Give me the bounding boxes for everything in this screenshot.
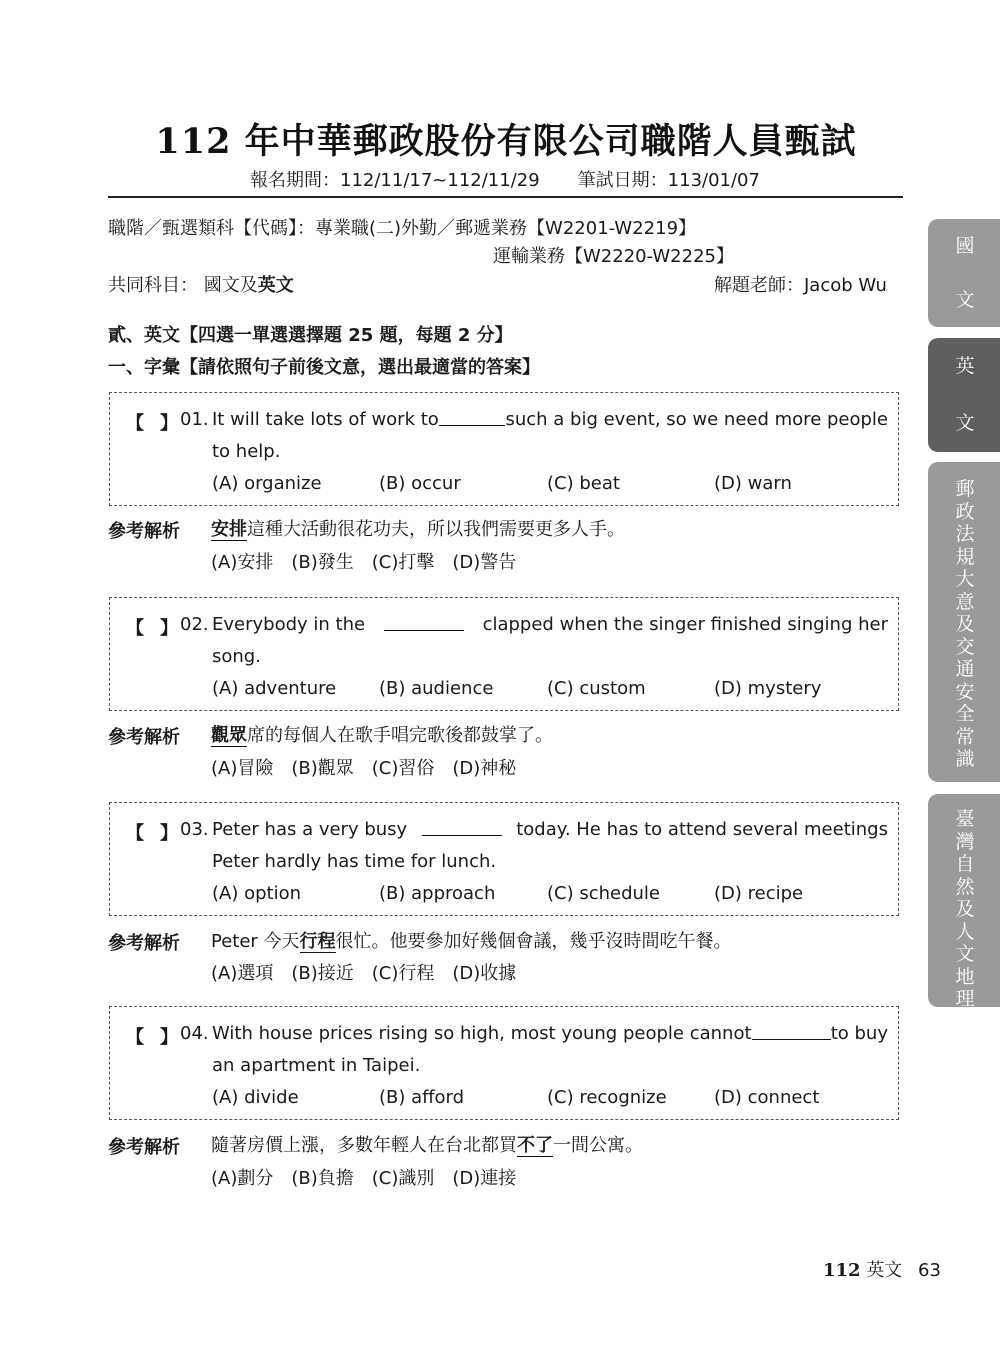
analysis-label: 參考解析 (108, 933, 180, 954)
question-box-03 (109, 802, 899, 916)
choice-d: (D)收據 (452, 963, 517, 984)
analysis-label: 參考解析 (108, 727, 180, 748)
question-number: 03. (180, 819, 209, 840)
option-d: (D) recipe (714, 883, 804, 904)
side-tab-char: 及 (955, 613, 975, 635)
choice-b: (B)負擔 (291, 1168, 354, 1189)
side-tab-char: 常 (955, 725, 975, 748)
header-divider (108, 196, 903, 198)
page-number: 63 (918, 1260, 941, 1281)
exam-dates (250, 166, 760, 192)
option-a: (A) divide (212, 1087, 299, 1108)
question-stem-line-1 (212, 1023, 888, 1044)
analysis-post: 這種大活動很花功夫，所以我們需要更多人手。 (247, 519, 625, 540)
choice-b: (B)觀眾 (291, 758, 354, 779)
question-box-01 (109, 392, 899, 506)
side-tab-char: 灣 (955, 830, 975, 853)
choice-c: (C)識別 (371, 1168, 435, 1189)
side-tab-postal-law[interactable] (928, 462, 1000, 782)
option-c: (C) custom (547, 678, 646, 699)
analysis-key: 安排 (211, 519, 247, 540)
footer-subject: 英文 (866, 1260, 903, 1281)
side-tab-char: 臺 (955, 808, 975, 830)
analysis-key: 不了 (517, 1135, 553, 1156)
side-tab-char: 文 (955, 288, 975, 311)
side-tab-char: 文 (955, 412, 975, 435)
analysis-label: 參考解析 (108, 1137, 180, 1158)
choice-a: (A)選項 (211, 963, 274, 984)
analysis-key: 觀眾 (211, 725, 247, 746)
choice-a: (A)劃分 (211, 1168, 274, 1189)
side-tab-char: 安 (955, 680, 975, 703)
question-number: 04. (180, 1023, 209, 1044)
stem-part-1: Peter has a very busy (212, 819, 408, 840)
option-b: (B) audience (379, 678, 494, 699)
stem-part-2: such a big event, so we need more people (505, 409, 888, 430)
section-heading: 貳、英文【四選一單選選擇題 25 題，每題 2 分】 (108, 325, 513, 346)
page-footer (823, 1256, 941, 1282)
answer-blank (439, 409, 506, 426)
side-tab-char: 通 (955, 658, 975, 680)
analysis-key: 行程 (299, 931, 336, 952)
side-tab-char: 國 (955, 234, 975, 257)
choice-d: (D)警告 (452, 552, 517, 573)
analysis-label: 參考解析 (108, 521, 180, 542)
choice-c: (C)打擊 (371, 552, 435, 573)
choice-a: (A)安排 (211, 552, 274, 573)
option-b: (B) occur (379, 473, 461, 494)
stem-part-1: It will take lots of work to (212, 409, 439, 430)
side-tab-char: 交 (955, 635, 975, 658)
analysis-text (211, 515, 625, 541)
question-box-02 (109, 597, 899, 711)
stem-part-2: clapped when the singer finished singing her (482, 614, 888, 635)
question-number: 02. (180, 614, 209, 635)
analysis-text (211, 721, 553, 747)
question-number: 01. (180, 409, 209, 430)
side-tab-char: 郵 (955, 478, 975, 500)
stem-part-1: Everybody in the (212, 614, 366, 635)
common-subjects (108, 271, 294, 297)
analysis-pre: 隨著房價上漲，多數年輕人在台北都買 (211, 1135, 517, 1156)
option-c: (C) recognize (547, 1087, 667, 1108)
option-a: (A) organize (212, 473, 322, 494)
analysis-post: 一間公寓。 (553, 1135, 643, 1156)
category-line-2: 運輸業務【W2220-W2225】 (493, 246, 734, 267)
side-tab-char: 自 (955, 853, 975, 875)
side-tab-char: 政 (955, 500, 975, 523)
answer-blank (384, 614, 464, 631)
analysis-choices (211, 959, 534, 985)
analysis-pre: Peter 今天 (211, 931, 300, 952)
choice-b: (B)發生 (291, 552, 354, 573)
stem-part-2: to buy (830, 1023, 888, 1044)
question-stem-line-2: to help. (212, 441, 281, 462)
answer-bracket-close: 】 (160, 618, 178, 639)
category-line-1: 職階／甄選類科【代碼】：專業職(二)外勤／郵遞業務【W2201-W2219】 (108, 218, 697, 239)
side-tab-char: 然 (955, 875, 975, 898)
answer-blank (752, 1023, 831, 1040)
choice-c: (C)行程 (371, 963, 435, 984)
choice-c: (C)習俗 (371, 758, 435, 779)
choice-a: (A)冒險 (211, 758, 274, 779)
analysis-text (211, 1131, 643, 1157)
question-box-04 (109, 1006, 899, 1120)
side-tab-char: 法 (955, 523, 975, 545)
subjects-a: 國文及 (203, 275, 258, 296)
subsection-heading: 一、字彙【請依照句子前後文意，選出最適當的答案】 (108, 357, 540, 378)
option-c: (C) beat (547, 473, 620, 494)
side-tab-char: 規 (955, 545, 975, 568)
subjects-label: 共同科目： (108, 275, 198, 296)
answer-bracket-open: 【 (126, 618, 144, 639)
analysis-post: 很忙。他要參加好幾個會議，幾乎沒時間吃午餐。 (335, 931, 732, 952)
option-d: (D) connect (714, 1087, 820, 1108)
side-tab-char: 理 (955, 988, 975, 1010)
side-tab-chinese[interactable] (928, 219, 1000, 327)
side-tab-char: 人 (955, 920, 975, 943)
side-tab-char: 大 (955, 568, 975, 590)
side-tab-geography[interactable] (928, 794, 1000, 1010)
question-stem-line-2: song. (212, 646, 261, 667)
answer-bracket-open: 【 (126, 413, 144, 434)
option-b: (B) approach (379, 883, 496, 904)
analysis-choices (211, 1164, 534, 1190)
option-d: (D) mystery (714, 678, 822, 699)
question-stem-line-2: Peter hardly has time for lunch. (212, 851, 497, 872)
answer-bracket-open: 【 (126, 1027, 144, 1048)
registration-period: 報名期間：112/11/17~112/11/29 (250, 170, 540, 191)
question-stem-line-1 (212, 819, 888, 840)
side-tab-char: 地 (955, 965, 975, 988)
option-a: (A) option (212, 883, 301, 904)
side-tab-char: 全 (955, 703, 975, 725)
option-a: (A) adventure (212, 678, 337, 699)
teacher: 解題老師：Jacob Wu (714, 275, 887, 296)
answer-bracket-close: 】 (160, 823, 178, 844)
side-tab-char: 文 (955, 943, 975, 965)
answer-bracket-close: 】 (160, 1027, 178, 1048)
side-tab-english[interactable] (928, 338, 1000, 452)
subjects-b: 英文 (257, 275, 294, 296)
analysis-choices (211, 548, 534, 574)
question-stem-line-1 (212, 409, 888, 430)
question-stem-line-1 (212, 614, 888, 635)
answer-bracket-close: 】 (160, 413, 178, 434)
stem-part-1: With house prices rising so high, most young people cannot (212, 1023, 752, 1044)
option-b: (B) afford (379, 1087, 465, 1108)
stem-part-2: today. He has to attend several meetings (516, 819, 888, 840)
side-tab-char: 及 (955, 898, 975, 920)
choice-d: (D)連接 (452, 1168, 517, 1189)
exam-title: 112 年中華郵政股份有限公司職階人員甄試 (155, 121, 857, 162)
answer-blank (422, 819, 502, 836)
exam-date: 筆試日期：113/01/07 (577, 170, 760, 191)
side-tab-char: 識 (955, 748, 975, 770)
analysis-choices (211, 754, 534, 780)
choice-b: (B)接近 (291, 963, 354, 984)
analysis-post: 席的每個人在歌手唱完歌後都鼓掌了。 (247, 725, 553, 746)
question-stem-line-2: an apartment in Taipei. (212, 1055, 421, 1076)
analysis-text (211, 927, 732, 953)
answer-bracket-open: 【 (126, 823, 144, 844)
side-tab-char: 英 (955, 355, 975, 378)
option-d: (D) warn (714, 473, 792, 494)
footer-year: 112 (823, 1260, 861, 1281)
choice-d: (D)神秘 (452, 758, 517, 779)
side-tab-char: 意 (955, 590, 975, 613)
option-c: (C) schedule (547, 883, 661, 904)
